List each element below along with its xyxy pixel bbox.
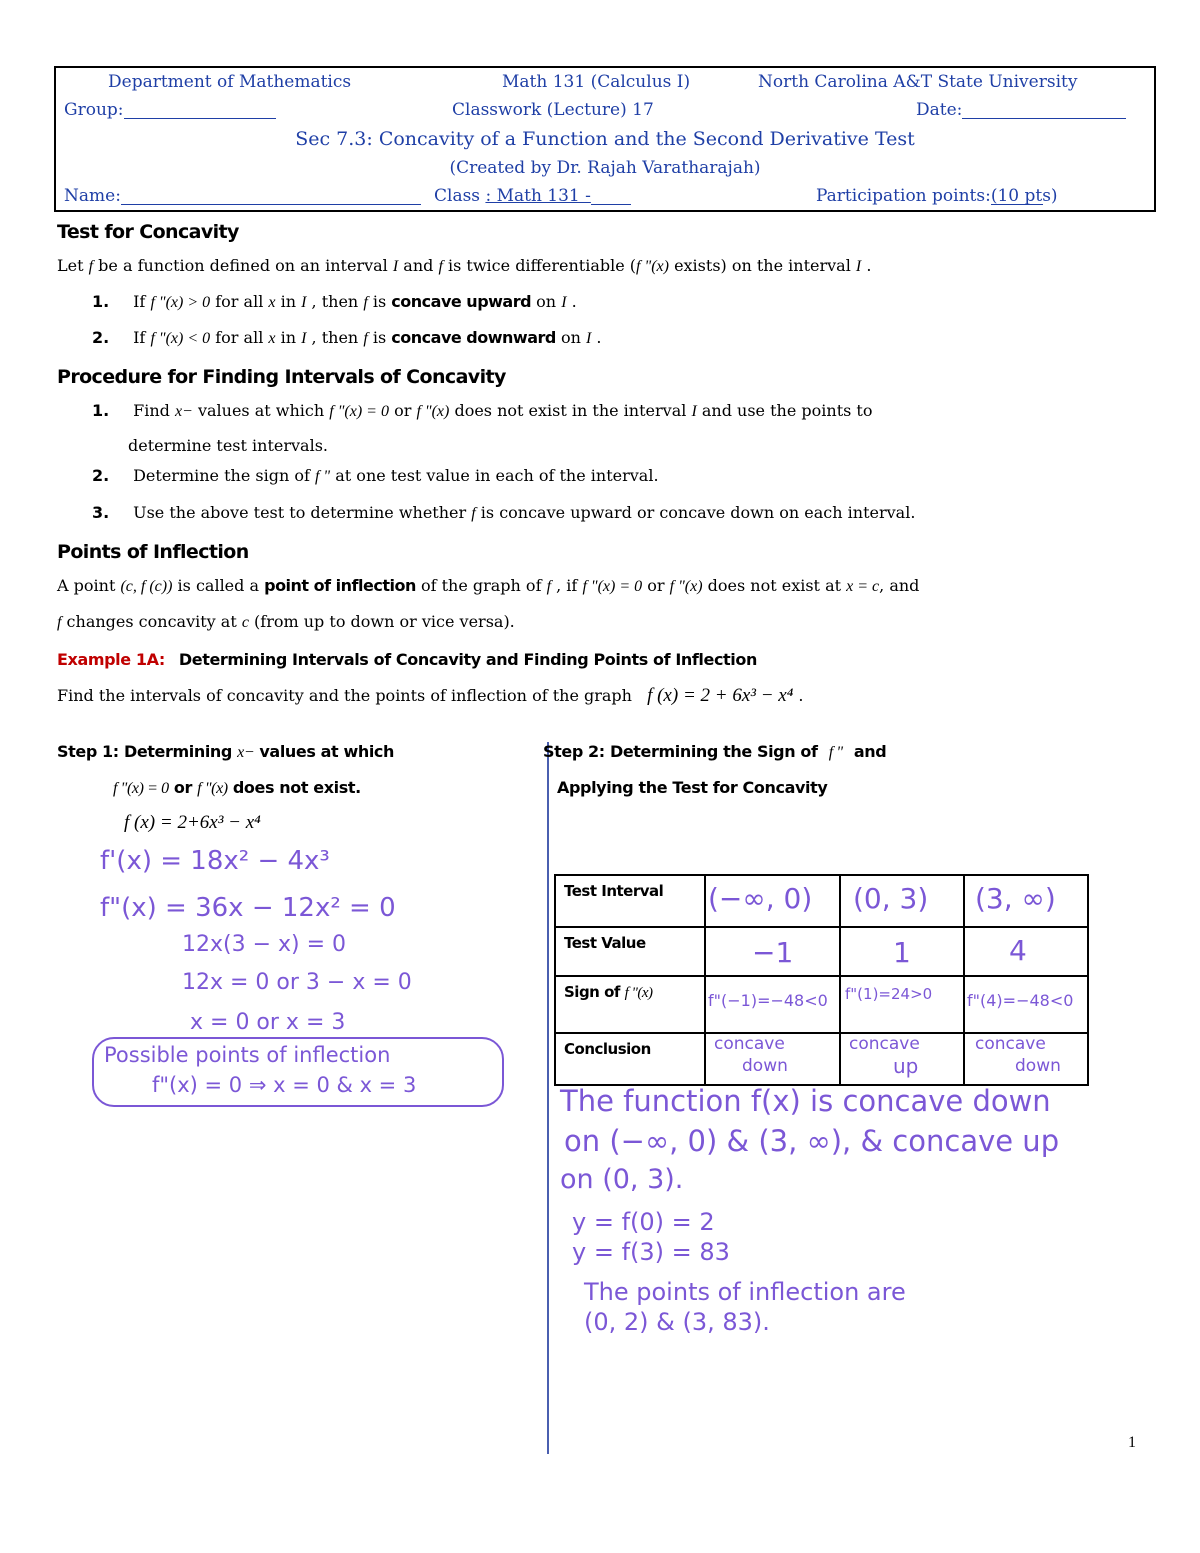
hand-inflection-line-2: (0, 2) & (3, 83). xyxy=(584,1308,770,1336)
cell-interval-3: (3, ∞) xyxy=(964,875,1088,927)
test-for-concavity-title: Test for Concavity xyxy=(57,221,239,243)
cell-interval-2: (0, 3) xyxy=(840,875,964,927)
concavity-rule-2: 2. If f "(x) < 0 for all x in I , then f is concave downward on I . xyxy=(92,328,602,347)
example-heading: Determining Intervals of Concavity and Finding Points of Inflection xyxy=(178,650,757,669)
hand-conclusion-line-1: The function f(x) is concave down xyxy=(560,1084,1051,1118)
hand-zero-factors: 12x = 0 or 3 − x = 0 xyxy=(182,970,412,995)
concavity-rule-1: 1. If f "(x) > 0 for all x in I , then f is concave upward on I . xyxy=(92,292,577,311)
course-label: Math 131 (Calculus I) xyxy=(502,72,691,92)
concavity-table xyxy=(554,874,1089,1086)
possible-inflection-box xyxy=(92,1037,504,1107)
cell-value-2: 1 xyxy=(840,927,964,976)
hand-inflection-line-1: The points of inflection are xyxy=(584,1278,906,1306)
participation-blank[interactable] xyxy=(991,186,1043,205)
inflection-definition-line-1: A point (c, f (c)) is called a point of inflection of the graph of f , if f "(x) = 0 or f "(x) does not exist at x = c, and xyxy=(57,576,920,595)
hand-y-at-0: y = f(0) = 2 xyxy=(572,1208,715,1236)
table-row xyxy=(555,927,1088,976)
university-label: North Carolina A&T State University xyxy=(758,72,1078,92)
row-label-conclusion: Conclusion xyxy=(555,1033,705,1085)
hand-box-line-1: Possible points of inflection xyxy=(104,1043,391,1067)
class-field xyxy=(434,186,591,206)
participation-field xyxy=(816,186,1058,206)
classwork-label: Classwork (Lecture) 17 xyxy=(452,100,654,120)
cell-value-1: −1 xyxy=(705,927,840,976)
department-label: Department of Mathematics xyxy=(108,72,352,92)
points-label: (10 pts) xyxy=(990,186,1058,206)
cell-conclusion-3: concave down xyxy=(964,1033,1088,1085)
header-box xyxy=(54,66,1156,212)
hand-y-at-3: y = f(3) = 83 xyxy=(572,1238,730,1266)
page-number: 1 xyxy=(1128,1434,1136,1451)
step1-heading: Step 1: Determining x− values at which xyxy=(57,742,395,761)
class-blank[interactable] xyxy=(591,186,631,205)
date-blank[interactable] xyxy=(962,100,1126,119)
cell-sign-3: f"(4)=−48<0 xyxy=(964,976,1088,1033)
hand-second-derivative: f"(x) = 36x − 12x² = 0 xyxy=(100,893,396,923)
cell-value-3: 4 xyxy=(964,927,1088,976)
row-label-test-interval: Test Interval xyxy=(555,875,705,927)
name-label: Name: xyxy=(64,186,121,206)
step2-heading-line-2: Applying the Test for Concavity xyxy=(557,778,828,797)
name-blank[interactable] xyxy=(121,186,421,205)
example-function: f (x) = 2 + 6x³ − x⁴ xyxy=(647,685,794,706)
class-label: Class xyxy=(434,186,481,206)
row-label-test-value: Test Value xyxy=(555,927,705,976)
inflection-title: Points of Inflection xyxy=(57,541,249,563)
group-field[interactable] xyxy=(64,100,124,120)
created-by: (Created by Dr. Rajah Varatharajah) xyxy=(449,158,761,178)
hand-factored: 12x(3 − x) = 0 xyxy=(182,932,347,957)
procedure-step-1: 1. Find x− values at which f "(x) = 0 or f "(x) does not exist in the interval I and use the points to xyxy=(92,401,873,420)
step1-function: f (x) = 2+6x³ − x⁴ xyxy=(124,812,261,833)
table-row xyxy=(555,976,1088,1033)
cell-interval-1: (−∞, 0) xyxy=(705,875,840,927)
participation-label: Participation points: xyxy=(816,186,991,206)
example-prompt: Find the intervals of concavity and the points of inflection of the graph f (x) = 2 + 6x³ − x⁴ . xyxy=(57,685,804,706)
group-label: Group: xyxy=(64,100,124,120)
date-field[interactable] xyxy=(916,100,962,120)
procedure-step-3: 3. Use the above test to determine whether f is concave upward or concave down on each interval. xyxy=(92,503,916,522)
procedure-step-2: 2. Determine the sign of f " at one test value in each of the interval. xyxy=(92,466,659,485)
table-row xyxy=(555,1033,1088,1085)
section-title: Sec 7.3: Concavity of a Function and the Second Derivative Test xyxy=(295,128,915,150)
column-divider xyxy=(547,742,549,1454)
hand-first-derivative: f'(x) = 18x² − 4x³ xyxy=(100,846,330,876)
inflection-definition-line-2: f changes concavity at c (from up to down or vice versa). xyxy=(57,612,515,631)
hand-solutions: x = 0 or x = 3 xyxy=(190,1010,346,1035)
date-label: Date: xyxy=(916,100,963,120)
table-row xyxy=(555,875,1088,927)
procedure-title: Procedure for Finding Intervals of Concavity xyxy=(57,366,506,388)
name-field[interactable] xyxy=(64,186,121,206)
step2-heading: Step 2: Determining the Sign of f " and xyxy=(543,742,887,761)
concavity-intro: Let f be a function defined on an interval I and f is twice differentiable (f "(x) exists) on the interval I . xyxy=(57,256,872,275)
cell-conclusion-1: concave down xyxy=(705,1033,840,1085)
example-label: Example 1A: xyxy=(57,650,165,669)
cell-sign-2: f"(1)=24>0 xyxy=(840,976,964,1033)
hand-box-line-2: f"(x) = 0 ⇒ x = 0 & x = 3 xyxy=(152,1073,417,1097)
example-title xyxy=(57,650,757,669)
hand-conclusion-line-2: on (−∞, 0) & (3, ∞), & concave up xyxy=(564,1124,1060,1158)
step1-heading-line-2: f "(x) = 0 or f "(x) does not exist. xyxy=(113,778,361,797)
cell-conclusion-2: concave up xyxy=(840,1033,964,1085)
group-blank[interactable] xyxy=(124,100,276,119)
procedure-step-1-cont: determine test intervals. xyxy=(128,436,328,455)
class-value: : Math 131 - xyxy=(485,186,591,206)
row-label-sign: Sign of f "(x) xyxy=(555,976,705,1033)
hand-conclusion-line-3: on (0, 3). xyxy=(560,1164,684,1195)
cell-sign-1: f"(−1)=−48<0 xyxy=(705,976,840,1033)
